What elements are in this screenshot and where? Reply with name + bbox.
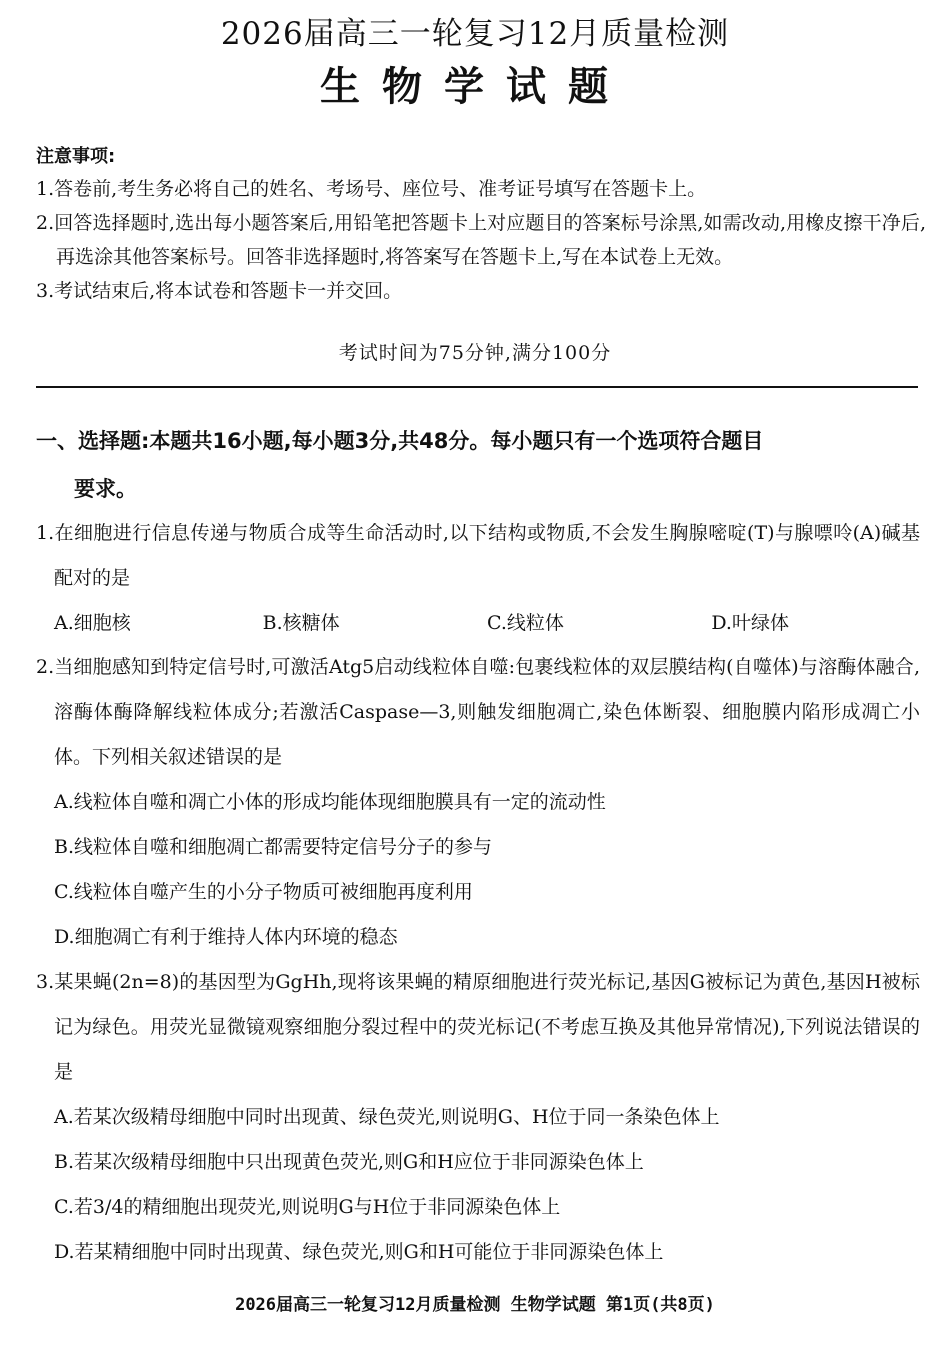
note-item: 2.回答选择题时,选出每小题答案后,用铅笔把答题卡上对应题目的答案标号涂黑,如需改动,用橡皮擦干净后,再选涂其他答案标号。回答非选择题时,将答案写在答题卡上,写在本试卷上无效。 bbox=[36, 212, 926, 268]
question-stem: 2.当细胞感知到特定信号时,可激活Atg5启动线粒体自噬:包裹线粒体的双层膜结构(自噬体)与溶酶体融合,溶酶体酶降解线粒体成分;若激活Caspase—3,则触发细胞凋亡,染色体断裂、细胞膜内陷形成凋亡小体。下列相关叙述错误的是 bbox=[36, 656, 920, 768]
option-d: D.细胞凋亡有利于维持人体内环境的稳态 bbox=[54, 926, 398, 948]
option-row bbox=[36, 601, 920, 646]
divider-line bbox=[36, 386, 918, 388]
option-c: C.若3/4的精细胞出现荧光,则说明G与H位于非同源染色体上 bbox=[54, 1196, 561, 1218]
note-item: 1.答卷前,考生务必将自己的姓名、考场号、座位号、准考证号填写在答题卡上。 bbox=[36, 178, 707, 200]
option-a: A.线粒体自噬和凋亡小体的形成均能体现细胞膜具有一定的流动性 bbox=[54, 791, 606, 813]
section-heading bbox=[36, 417, 922, 513]
section-heading-line: 要求。 bbox=[74, 477, 137, 501]
notes-heading: 注意事项: bbox=[36, 146, 116, 167]
option-b: B.线粒体自噬和细胞凋亡都需要特定信号分子的参与 bbox=[54, 836, 493, 858]
note-item: 3.考试结束后,将本试卷和答题卡一并交回。 bbox=[36, 280, 403, 302]
option-c: C.线粒体自噬产生的小分子物质可被细胞再度利用 bbox=[54, 881, 473, 903]
option-d: D.叶绿体 bbox=[711, 612, 789, 634]
option-b: B.核糖体 bbox=[262, 612, 340, 634]
option-a: A.细胞核 bbox=[54, 612, 131, 634]
option-b: B.若某次级精母细胞中只出现黄色荧光,则G和H应位于非同源染色体上 bbox=[54, 1151, 644, 1173]
question-2 bbox=[36, 645, 920, 960]
question-stem: 1.在细胞进行信息传递与物质合成等生命活动时,以下结构或物质,不会发生胸腺嘧啶(T)与腺嘌呤(A)碱基配对的是 bbox=[36, 522, 920, 589]
question-3 bbox=[36, 960, 920, 1275]
option-d: D.若某精细胞中同时出现黄、绿色荧光,则G和H可能位于非同源染色体上 bbox=[54, 1241, 664, 1263]
option-a: A.若某次级精母细胞中同时出现黄、绿色荧光,则说明G、H位于同一条染色体上 bbox=[54, 1106, 720, 1128]
exam-title: 2026届高三一轮复习12月质量检测 bbox=[220, 16, 730, 52]
notes-block bbox=[36, 142, 926, 308]
question-1 bbox=[36, 511, 920, 646]
page-footer: 2026届高三一轮复习12月质量检测 生物学试题 第1页(共8页) bbox=[235, 1295, 715, 1315]
section-heading-line: 一、选择题:本题共16小题,每小题3分,共48分。每小题只有一个选项符合题目 bbox=[36, 429, 764, 453]
question-stem: 3.某果蝇(2n=8)的基因型为GgHh,现将该果蝇的精原细胞进行荧光标记,基因G被标记为黄色,基因H被标记为绿色。用荧光显微镜观察细胞分裂过程中的荧光标记(不考虑互换及其他异常情况),下列说法错误的是 bbox=[36, 971, 920, 1083]
exam-info: 考试时间为75分钟,满分100分 bbox=[338, 342, 612, 364]
option-c: C.线粒体 bbox=[487, 612, 564, 634]
subject-title: 生物学试题 bbox=[320, 64, 630, 110]
